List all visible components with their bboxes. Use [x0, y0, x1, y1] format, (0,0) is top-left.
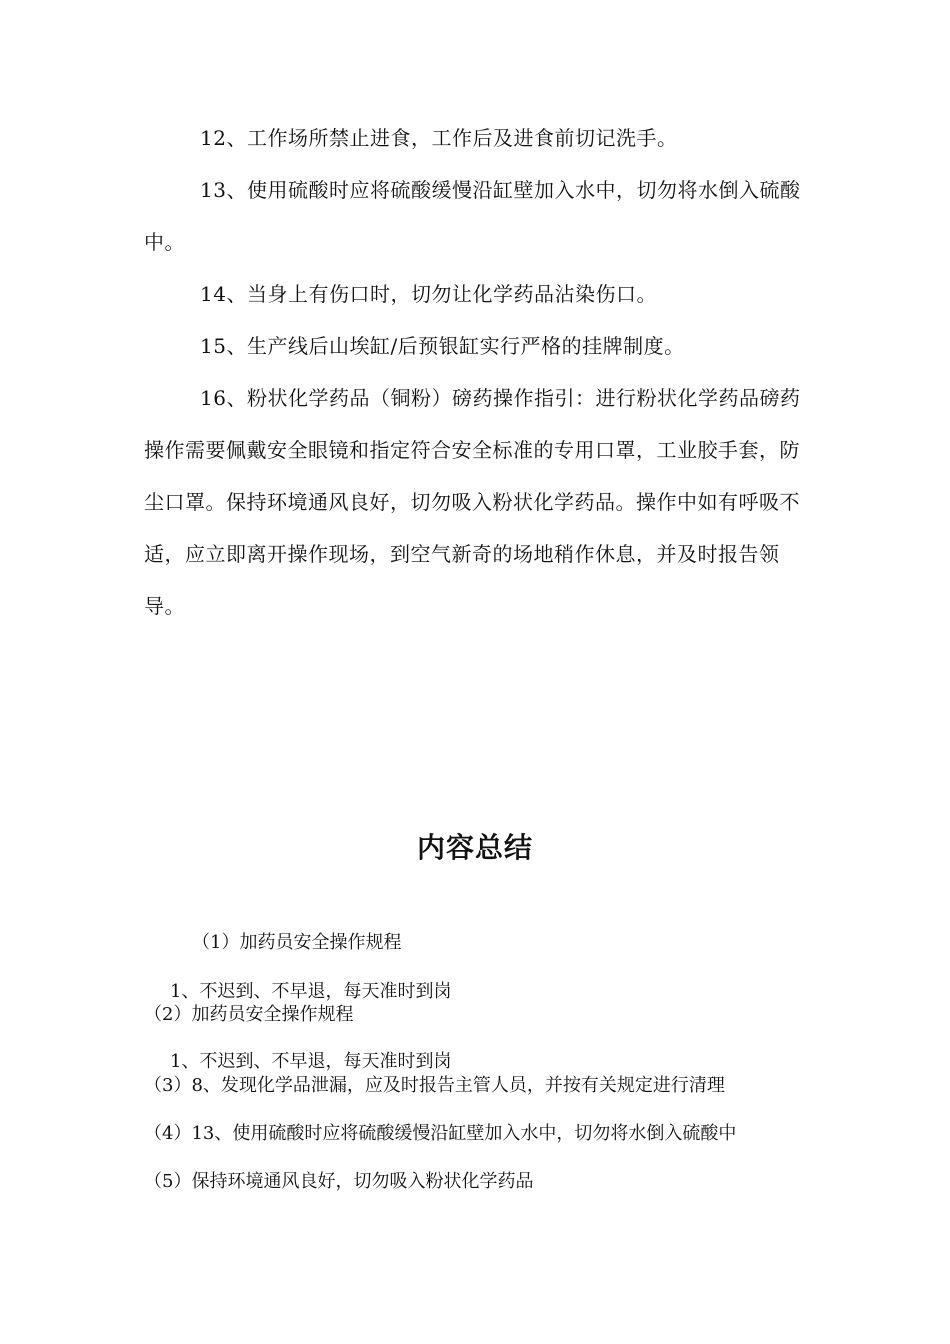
paragraph-item-16: 16、粉状化学药品（铜粉）磅药操作指引：进行粉状化学药品磅药操作需要佩戴安全眼镜和指定符合安全标准的专用口罩，工业胶手套，防尘口罩。保持环境通风良好，切勿吸入粉状化学药品。操作中如有呼吸不适，应立即离开操作现场，到空气新奇的场地稍作休息，并及时报告领导。: [144, 386, 801, 618]
summary-item-5: （5）保持环境通风良好，切勿吸入粉状化学药品: [144, 1171, 534, 1192]
paragraph-item-14: 14、当身上有伤口时，切勿让化学药品沾染伤口。: [200, 282, 657, 306]
summary-title: 内容总结: [416, 831, 533, 864]
document-body: [144, 112, 804, 632]
paragraph-item-15: 15、生产线后山埃缸/后预银缸实行严格的挂牌制度。: [200, 334, 685, 358]
summary-item-2-sub: 1、不迟到、不早退，每天准时到岗: [170, 1051, 452, 1072]
paragraph-item-13: 13、使用硫酸时应将硫酸缓慢沿缸壁加入水中，切勿将水倒入硫酸中。: [144, 178, 801, 254]
summary-item-1: （1）加药员安全操作规程: [192, 932, 402, 953]
summary-item-3: （3）8、发现化学品泄漏，应及时报告主管人员，并按有关规定进行清理: [144, 1075, 725, 1096]
summary-item-4: （4）13、使用硫酸时应将硫酸缓慢沿缸壁加入水中，切勿将水倒入硫酸中: [144, 1123, 737, 1144]
summary-item-1-sub: 1、不迟到、不早退，每天准时到岗: [170, 981, 452, 1002]
paragraph-item-12: 12、工作场所禁止进食，工作后及进食前切记洗手。: [200, 126, 678, 150]
summary-item-2: （2）加药员安全操作规程: [144, 1004, 354, 1025]
